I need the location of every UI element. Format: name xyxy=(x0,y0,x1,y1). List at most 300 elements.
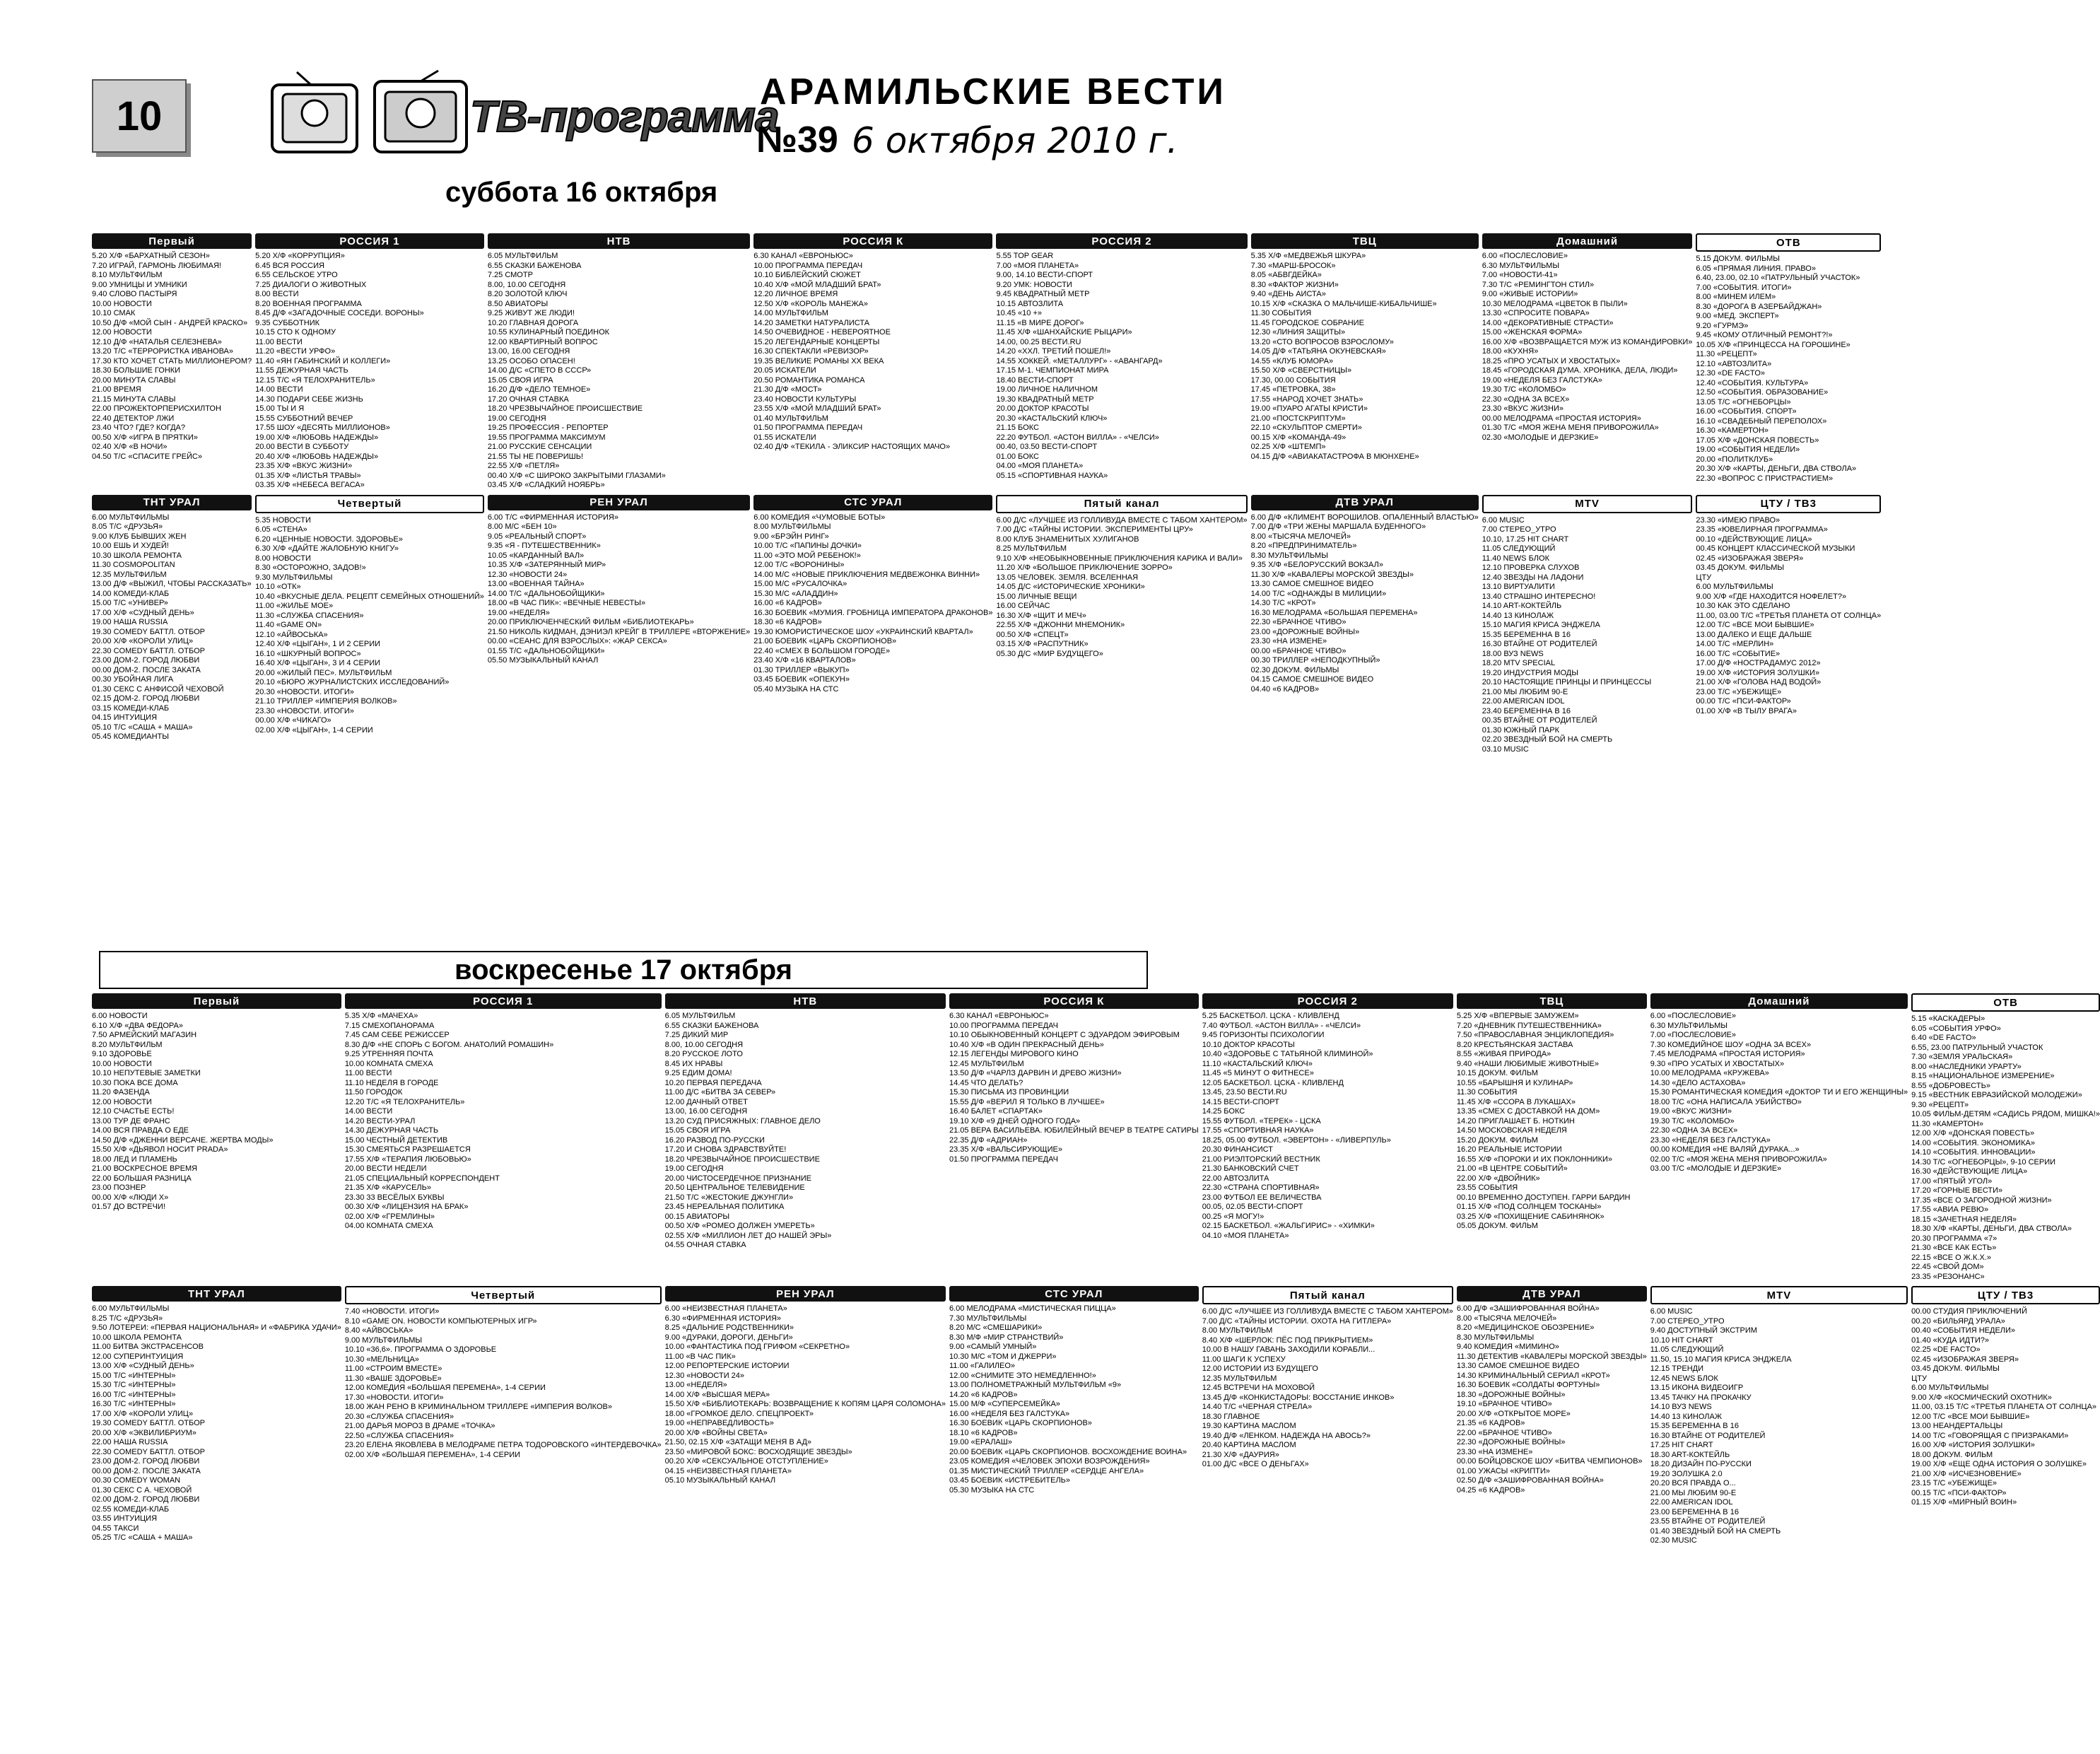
program-line: 18.45 «ГОРОДСКАЯ ДУМА. ХРОНИКА, ДЕЛА, ЛЮДИ» xyxy=(1482,366,1678,375)
program-line: 00.40 Х/Ф «С ШИРОКО ЗАКРЫТЫМИ ГЛАЗАМИ» xyxy=(487,471,666,480)
program-line: 22.00 ПРОЖЕКТОРПЕРИСХИЛТОН xyxy=(92,404,221,413)
program-line: 6.00 MUSIC xyxy=(1482,515,1525,525)
program-line: 10.55 «БАРЫШНЯ И КУЛИНАР» xyxy=(1456,1078,1573,1087)
channel-logo: Пятый канал xyxy=(1202,1286,1453,1304)
program-line: 20.40 Х/Ф «ЛЮБОВЬ НАДЕЖДЫ» xyxy=(255,452,379,461)
program-list xyxy=(996,516,1247,660)
program-line: 6.30 КАНАЛ «ЕВРОНЬЮС» xyxy=(753,252,853,260)
program-line: 7.30 Т/С «РЕМИНГТОН СТИЛ» xyxy=(1482,280,1595,289)
program-line: 22.00 Х/Ф «ДВОЙНИК» xyxy=(1456,1174,1540,1183)
program-line: 18.00 «ГРОМКОЕ ДЕЛО. СПЕЦПРОЕКТ» xyxy=(664,1409,814,1418)
channel-logo: ТВЦ xyxy=(1251,233,1479,249)
program-line: 7.00 Д/С «ТАЙНЫ ИСТОРИИ. ОХОТА НА ГИТЛЕРА» xyxy=(1202,1316,1392,1326)
program-line: 21.00 ВОСКРЕСНОЕ ВРЕМЯ xyxy=(92,1164,198,1173)
program-line: 10.40 Х/Ф «МОЙ МЛАДШИЙ БРАТ» xyxy=(753,280,881,289)
program-line: 21.00 РУССКИЕ СЕНСАЦИИ xyxy=(487,443,592,451)
program-line: 15.35 БЕРЕМЕННА В 16 xyxy=(1482,630,1571,639)
program-line: 9.05 «РЕАЛЬНЫЙ СПОРТ» xyxy=(487,532,587,541)
program-line: 18.25 «ПРО УСАТЫХ И ХВОСТАТЫХ» xyxy=(1482,356,1621,366)
program-line: 10.00 КОМНАТА СМЕХА xyxy=(344,1059,433,1068)
program-line: 11.10 НЕДЕЛЯ В ГОРОДЕ xyxy=(344,1078,439,1087)
program-line: 18.20 MTV SPECIAL xyxy=(1482,659,1556,667)
program-line: 14.20 ПРИГЛАШАЕТ Б. НОТКИН xyxy=(1456,1116,1575,1126)
program-line: 11.50, 15.10 МАГИЯ КРИСА ЭНДЖЕЛА xyxy=(1650,1355,1792,1364)
program-line: 19.00 Х/Ф «ЛЮБОВЬ НАДЕЖДЫ» xyxy=(255,433,379,442)
program-line: 5.20 Х/Ф «БАРХАТНЫЙ СЕЗОН» xyxy=(92,252,210,260)
program-line: 9.35 Х/Ф «БЕЛОРУССКИЙ ВОКЗАЛ» xyxy=(1250,561,1383,569)
program-line: 10.40 «ЗДОРОВЬЕ С ТАТЬЯНОЙ КЛИМИНОЙ» xyxy=(1202,1050,1373,1058)
channel-logo: РОССИЯ 1 xyxy=(255,233,484,249)
program-line: 17.15 М-1. ЧЕМПИОНАТ МИРА xyxy=(996,366,1109,375)
program-line: 21.30 Х/Ф «ДАУРИЯ» xyxy=(1202,1450,1279,1459)
program-line: 18.40 ВЕСТИ-СПОРТ xyxy=(996,375,1074,385)
program-line: 19.30 COMEDY БАТТЛ. ОТБОР xyxy=(92,1419,205,1427)
channel-block xyxy=(665,993,946,1282)
program-line: 22.20 ФУТБОЛ. «АСТОН ВИЛЛА» - «ЧЕЛСИ» xyxy=(996,433,1159,442)
program-line: 14.30 Т/С «КРОТ» xyxy=(1250,599,1316,607)
program-line: 20.50 ЦЕНТРАЛЬНОЕ ТЕЛЕВИДЕНИЕ xyxy=(664,1183,805,1192)
program-line: 15.10 МАГИЯ КРИСА ЭНДЖЕЛА xyxy=(1482,621,1600,629)
program-list xyxy=(255,516,484,736)
program-line: 15.05 СВОЯ ИГРА xyxy=(664,1126,731,1135)
program-line: 19.30 ЮМОРИСТИЧЕСКОЕ ШОУ «УКРАИНСКИЙ КВАРТАЛ» xyxy=(753,627,973,636)
program-list xyxy=(1911,1307,2100,1508)
program-line: 7.00 Д/С «ТАЙНЫ ИСТОРИИ. ЭКСПЕРИМЕНТЫ ЦРУ» xyxy=(996,525,1193,534)
program-line: 8.00 «НАСЛЕДНИКИ УРАРТУ» xyxy=(1911,1062,2022,1071)
channel-block xyxy=(1251,495,1479,755)
program-line: 00.15 Х/Ф «КОМАНДА-49» xyxy=(1250,433,1347,442)
program-line: 03.25 Х/Ф «ПОХИЩЕНИЕ САБИНЯНОК» xyxy=(1456,1212,1605,1221)
program-line: 22.15 «ВСЕ О Ж.К.Х.» xyxy=(1911,1253,1991,1262)
program-line: 18.00 ДОКУМ. ФИЛЬМ xyxy=(1911,1450,1993,1459)
program-line: 23.40 НОВОСТИ КУЛЬТУРЫ xyxy=(753,394,857,404)
program-line: 14.00 Т/С «ДАЛЬНОБОЙЩИКИ» xyxy=(487,589,605,598)
program-line: 12.00 КВАРТИРНЫЙ ВОПРОС xyxy=(487,337,598,346)
channel-block xyxy=(1911,1286,2100,1546)
program-line: 20.30 «СЛУЖБА СПАСЕНИЯ» xyxy=(344,1412,454,1421)
program-line: 20.00 ДОКТОР КРАСОТЫ xyxy=(996,404,1089,413)
program-line: 02.30 ДОКУМ. ФИЛЬМЫ xyxy=(1250,665,1339,674)
program-line: 21.10 ТРИЛЛЕР «ИМПЕРИЯ ВОЛКОВ» xyxy=(255,697,397,706)
program-line: 13.45, 23.50 ВЕСТИ.RU xyxy=(1202,1088,1287,1097)
program-line: 10.00 ПРОГРАММА ПЕРЕДАЧ xyxy=(949,1021,1058,1030)
program-line: 7.00 Д/Ф «ТРИ ЖЕНЫ МАРШАЛА БУДЕННОГО» xyxy=(1250,522,1426,531)
program-line: 18.00 «В ЧАС ПИК»: «ВЕЧНЫЕ НЕВЕСТЫ» xyxy=(487,599,646,607)
program-line: 6.00 НОВОСТИ xyxy=(92,1012,148,1020)
channel-logo: РОССИЯ 2 xyxy=(996,233,1247,249)
program-line: 12.05 БАСКЕТБОЛ. ЦСКА - КЛИВЛЕНД xyxy=(1202,1078,1344,1087)
program-list xyxy=(1202,1012,1453,1241)
program-line: 12.35 МУЛЬТФИЛЬМ xyxy=(92,570,167,579)
program-line: 01.30 ЮЖНЫЙ ПАРК xyxy=(1482,725,1559,735)
program-line: 11.00, 03.00 Т/С «ТРЕТЬЯ ПЛАНЕТА ОТ СОЛНЦА» xyxy=(1696,611,1882,620)
program-line: 17.20 «ГОРНЫЕ ВЕСТИ» xyxy=(1911,1186,2003,1195)
channel-block xyxy=(488,233,750,491)
program-line: 01.40 «КУДА ИДТИ?» xyxy=(1911,1335,1989,1345)
channel-logo: ОТВ xyxy=(1911,993,2100,1012)
program-line: 16.30 СПЕКТАКЛИ «РЕВИЗОР» xyxy=(753,347,869,356)
program-line: 18.00 ЖАН РЕНО В КРИМИНАЛЬНОМ ТРИЛЛЕРЕ «ИМПЕРИЯ ВОЛКОВ» xyxy=(344,1403,612,1411)
program-line: 10.40 Х/Ф «В ОДИН ПРЕКРАСНЫЙ ДЕНЬ» xyxy=(949,1040,1104,1049)
issue-number: №39 xyxy=(756,119,838,160)
program-list xyxy=(1696,516,1881,717)
program-line: 12.40 ЗВЕЗДЫ НА ЛАДОНИ xyxy=(1482,573,1584,582)
program-line: 8.30 «ФАКТОР ЖИЗНИ» xyxy=(1250,280,1339,289)
channel-logo: СТС УРАЛ xyxy=(949,1286,1199,1302)
program-line: 11.00 «СТРОИМ ВМЕСТЕ» xyxy=(344,1364,442,1373)
program-line: 6.00 Д/Ф «КЛИМЕНТ ВОРОШИЛОВ. ОПАЛЕННЫЙ ВЛАСТЬЮ» xyxy=(1250,513,1479,522)
program-line: 21.05 СПЕЦИАЛЬНЫЙ КОРРЕСПОНДЕНТ xyxy=(344,1174,500,1183)
program-line: 6.00 МЕЛОДРАМА «МИСТИЧЕСКАЯ ПИЦЦА» xyxy=(949,1304,1116,1313)
program-line: 6.05 МУЛЬТФИЛЬМ xyxy=(487,252,558,260)
program-list xyxy=(1482,252,1693,443)
program-line: 02.50 Д/Ф «ЗАШИФРОВАННАЯ ВОЙНА» xyxy=(1456,1476,1604,1485)
channel-logo: РОССИЯ 1 xyxy=(345,993,662,1009)
channel-block xyxy=(1696,233,1881,491)
program-line: 23.30 «НА ИЗМЕНЕ» xyxy=(1250,637,1327,645)
program-line: 9.30 «РЕЦЕПТ» xyxy=(1911,1100,1969,1109)
channel-block xyxy=(345,993,662,1282)
program-line: 15.55 Д/Ф «ВЕРИЛ Я ТОЛЬКО В ЛУЧШЕЕ» xyxy=(949,1097,1105,1106)
program-line: 17.30 «НОВОСТИ. ИТОГИ» xyxy=(344,1393,444,1402)
program-line: 9.15 «ВЕСТНИК ЕВРАЗИЙСКОЙ МОЛОДЕЖИ» xyxy=(1911,1091,2082,1099)
program-line: 8.55 «ЖИВАЯ ПРИРОДА» xyxy=(1456,1050,1551,1058)
program-line: 6.05 «ПРЯМАЯ ЛИНИЯ. ПРАВО» xyxy=(1696,264,1816,273)
program-line: 11.40 NEWS БЛОК xyxy=(1482,554,1549,563)
program-line: 14.00 М/С «НОВЫЕ ПРИКЛЮЧЕНИЯ МЕДВЕЖОНКА ВИННИ» xyxy=(753,570,980,579)
program-line: 18.10 «6 КАДРОВ» xyxy=(949,1428,1018,1437)
channel-logo: Четвертый xyxy=(255,495,484,513)
program-line: 11.00 ВЕСТИ xyxy=(344,1069,392,1077)
channel-logo: СТС УРАЛ xyxy=(753,495,992,510)
program-line: 00.15 Т/С «ПСИ-ФАКТОР» xyxy=(1911,1488,2007,1497)
program-line: 8.00 ВЕСТИ xyxy=(255,290,299,298)
program-line: 15.55 ФУТБОЛ. «ТЕРЕК» - ЦСКА xyxy=(1202,1116,1321,1126)
program-line: 19.00 СЕГОДНЯ xyxy=(487,414,546,423)
program-line: 6.30 Х/Ф «ДАЙТЕ ЖАЛОБНУЮ КНИГУ» xyxy=(255,544,399,553)
program-line: 14.00 Х/Ф «ВЫСШАЯ МЕРА» xyxy=(664,1390,770,1399)
program-line: 23.35 «ЮВЕЛИРНАЯ ПРОГРАММА» xyxy=(1696,525,1828,534)
program-line: 18.25, 05.00 ФУТБОЛ. «ЭВЕРТОН» - «ЛИВЕРПУЛЬ» xyxy=(1202,1135,1391,1145)
channel-logo: РОССИЯ 2 xyxy=(1202,993,1453,1009)
program-line: 19.55 ПРОГРАММА МАКСИМУМ xyxy=(487,433,606,442)
program-line: 14.20 «6 КАДРОВ» xyxy=(949,1390,1018,1399)
program-line: 13.00 Д/Ф «ВЫЖИЛ, ЧТОБЫ РАССКАЗАТЬ» xyxy=(92,580,252,588)
program-line: 20.00 «ПОЛИТКЛУБ» xyxy=(1696,455,1773,464)
program-line: 18.00 «КУХНЯ» xyxy=(1482,347,1539,356)
program-line: 18.20 ДИЗАЙН ПО-РУССКИ xyxy=(1650,1460,1752,1468)
program-line: 7.00 «СОБЫТИЯ. ИТОГИ» xyxy=(1696,283,1792,292)
program-line: 20.30 Х/Ф «КАРТЫ, ДЕНЬГИ, ДВА СТВОЛА» xyxy=(1696,464,1857,473)
program-line: 12.30 «НОВОСТИ 24» xyxy=(487,570,568,579)
program-line: 16.10 «СВАДЕБНЫЙ ПЕРЕПОЛОХ» xyxy=(1696,416,1827,426)
program-line: 11.30 ДЕТЕКТИВ «КАВАЛЕРЫ МОРСКОЙ ЗВЕЗДЫ» xyxy=(1456,1352,1647,1361)
saturday-schedule-grid xyxy=(92,233,1882,754)
program-line: 11.45 ГОРОДСКОЕ СОБРАНИЕ xyxy=(1250,318,1364,327)
channel-block xyxy=(1482,495,1693,755)
program-line: 14.00 ВЕСТИ xyxy=(255,385,303,394)
program-line: 9.25 УТРЕННЯЯ ПОЧТА xyxy=(344,1050,433,1058)
program-line: 8.30 МУЛЬТФИЛЬМЫ xyxy=(1456,1333,1535,1342)
program-line: 13.05 Т/С «ОГНЕБОРЦЫ» xyxy=(1696,397,1791,407)
program-line: 6.05 «СОБЫТИЯ УРФО» xyxy=(1911,1024,2001,1033)
program-line: 20.50 РОМАНТИКА РОМАНСА xyxy=(753,375,865,385)
program-line: 17.35 «ВСЕ О ЗАГОРОДНОЙ ЖИЗНИ» xyxy=(1911,1195,2052,1205)
program-line: 8.30 Д/Ф «НЕ СПОРЬ С БОГОМ. АНАТОЛИЙ РОМАШИН» xyxy=(344,1040,554,1049)
program-line: 17.00 «ПЯТЫЙ УГОЛ» xyxy=(1911,1176,1993,1186)
program-line: 16.30 «КАМЕРТОН» xyxy=(1696,426,1769,435)
program-line: 11.55 ДЕЖУРНАЯ ЧАСТЬ xyxy=(255,366,348,375)
channel-logo: РЕН УРАЛ xyxy=(488,495,750,510)
program-line: 14.30 Т/С «ОГНЕБОРЦЫ», 9-10 СЕРИИ xyxy=(1911,1157,2056,1167)
program-line: 10.30 ШКОЛА РЕМОНТА xyxy=(92,551,182,560)
program-line: 02.15 ДОМ-2. ГОРОД ЛЮБВИ xyxy=(92,694,200,703)
program-line: 01.57 ДО ВСТРЕЧИ! xyxy=(92,1203,165,1211)
program-line: 00.00 ДОМ-2. ПОСЛЕ ЗАКАТА xyxy=(92,665,201,674)
channel-logo: Первый xyxy=(92,993,341,1009)
program-line: 16.00 СЕЙЧАС xyxy=(996,602,1050,610)
program-line: 8.20 ЗОЛОТОЙ КЛЮЧ xyxy=(487,290,568,298)
program-line: 03.35 Х/Ф «НЕБЕСА ВЕГАСА» xyxy=(255,481,365,489)
program-line: 9.00, 14.10 ВЕСТИ-СПОРТ xyxy=(996,271,1093,279)
program-line: 6.00 «ПОСЛЕСЛОВИЕ» xyxy=(1482,252,1568,260)
program-line: 6.00 MUSIC xyxy=(1650,1307,1693,1316)
program-line: 11.00 Д/С «БИТВА ЗА СЕВЕР» xyxy=(664,1088,776,1097)
program-line: 00.30 УБОЙНАЯ ЛИГА xyxy=(92,675,174,684)
program-line: 23.35 «РЕЗОНАНС» xyxy=(1911,1272,1985,1281)
program-line: 9.10 Х/Ф «НЕОБЫКНОВЕННЫЕ ПРИКЛЮЧЕНИЯ КАРИКА И ВАЛИ» xyxy=(996,554,1243,563)
program-line: 11.50 ГОРОДОК xyxy=(344,1088,403,1097)
program-line: 11.30 Х/Ф «КАВАЛЕРЫ МОРСКОЙ ЗВЕЗДЫ» xyxy=(1250,570,1414,579)
program-line: 10.10 «ОТК» xyxy=(255,583,301,591)
channel-block xyxy=(92,993,341,1282)
program-line: 12.30 «DE FACTO» xyxy=(1696,369,1766,378)
program-line: 8.25 Т/С «ДРУЗЬЯ» xyxy=(92,1314,163,1323)
program-line: 19.00 Х/Ф «ИСТОРИЯ ЗОЛУШКИ» xyxy=(1696,668,1820,677)
program-line: 6.00 МУЛЬТФИЛЬМЫ xyxy=(92,513,170,522)
program-line: 22.00 НАША RUSSIA xyxy=(92,1438,168,1446)
program-line: 12.45 ВСТРЕЧИ НА МОХОВОЙ xyxy=(1202,1384,1315,1392)
program-line: 21.30 БАНКОВСКИЙ СЧЕТ xyxy=(1202,1164,1299,1173)
program-line: 20.30 ФИНАНСИСТ xyxy=(1202,1145,1273,1154)
program-line: 6.00 Д/С «ЛУЧШЕЕ ИЗ ГОЛЛИВУДА ВМЕСТЕ С ТАБОМ ХАНТЕРОМ» xyxy=(1202,1307,1453,1316)
program-line: 6.00 МУЛЬТФИЛЬМЫ xyxy=(1911,1384,1989,1392)
program-line: 10.50 Д/Ф «МОЙ СЫН - АНДРЕЙ КРАСКО» xyxy=(92,318,248,327)
program-line: 6.30 «ФИРМЕННАЯ ИСТОРИЯ» xyxy=(664,1314,782,1323)
program-line: 7.15 СМЕХОПАНОРАМА xyxy=(344,1021,435,1030)
newspaper-name: АРАМИЛЬСКИЕ ВЕСТИ xyxy=(760,71,1226,112)
program-line: 14.45 ЧТО ДЕЛАТЬ? xyxy=(949,1078,1023,1087)
program-line: 18.30 ART-КОКТЕЙЛЬ xyxy=(1650,1450,1730,1459)
program-line: 20.00 МИНУТА СЛАВЫ xyxy=(92,375,176,385)
program-line: 19.30 КВАДРАТНЫЙ МЕТР xyxy=(996,394,1094,404)
program-line: 14.05 Д/С «ИСТОРИЧЕСКИЕ ХРОНИКИ» xyxy=(996,583,1145,591)
program-list xyxy=(1650,1307,1908,1546)
program-line: 12.20 Т/С «Я ТЕЛОХРАНИТЕЛЬ» xyxy=(344,1097,465,1106)
program-line: 18.20 ЧРЕЗВЫЧАЙНОЕ ПРОИСШЕСТВИЕ xyxy=(664,1154,820,1164)
program-line: 01.15 Х/Ф «МИРНЫЙ ВОИН» xyxy=(1911,1498,2017,1507)
program-line: 11.30 СОБЫТИЯ xyxy=(1250,309,1312,317)
program-line: 16.30 БОЕВИК «МУМИЯ. ГРОБНИЦА ИМПЕРАТОРА ДРАКОНОВ» xyxy=(753,608,993,617)
program-line: 15.00 М/С «РУСАЛОЧКА» xyxy=(753,580,847,588)
program-line: 20.20 ВСЯ ПРАВДА О... xyxy=(1650,1479,1736,1487)
program-line: 15.00 «ЖЕНСКАЯ ФОРМА» xyxy=(1482,328,1583,337)
program-line: 11.05 СЛЕДУЮЩИЙ xyxy=(1650,1345,1724,1354)
program-line: 6.55 СКАЗКИ БАЖЕНОВА xyxy=(487,261,582,270)
program-line: 04.15 «НЕИЗВЕСТНАЯ ПЛАНЕТА» xyxy=(664,1466,792,1475)
program-line: 21.50, 02.15 Х/Ф «ЗАТАЩИ МЕНЯ В АД» xyxy=(664,1438,812,1446)
program-line: 15.00 ТЫ И Я xyxy=(255,404,305,413)
program-line: 11.00 «ЖИЛЬЕ МОЕ» xyxy=(255,602,334,610)
program-line: 14.00 Т/С «МЕРЛИН» xyxy=(1696,640,1774,648)
program-line: 01.00 Д/С «ВСЕ О ДЕНЬГАХ» xyxy=(1202,1460,1309,1468)
program-line: 21.15 БОКС xyxy=(996,423,1039,432)
program-line: 8.20 «ПРЕДПРИНИМАТЕЛЬ» xyxy=(1250,542,1357,550)
program-line: 10.15 ДОКУМ. ФИЛЬМ xyxy=(1456,1069,1538,1077)
program-list xyxy=(92,1304,341,1543)
program-line: 10.10 ОБЫКНОВЕННЫЙ КОНЦЕРТ С ЭДУАРДОМ ЭФИРОВЫМ xyxy=(949,1031,1180,1039)
program-line: 6.45 ВСЯ РОССИЯ xyxy=(255,261,324,270)
program-line: 8.00, 10.00 СЕГОДНЯ xyxy=(487,280,566,289)
program-line: 13.20 Т/С «ТЕРРОРИСТКА ИВАНОВА» xyxy=(92,347,234,356)
program-line: 04.15 Д/Ф «АВИАКАТАСТРОФА В МЮНХЕНЕ» xyxy=(1250,452,1419,461)
program-line: 5.35 Х/Ф «МЕДВЕЖЬЯ ШКУРА» xyxy=(1250,252,1366,260)
program-line: 01.55 ИСКАТЕЛИ xyxy=(753,433,816,442)
program-line: 13.05 ЧЕЛОВЕК. ЗЕМЛЯ. ВСЕЛЕННАЯ xyxy=(996,573,1139,582)
program-line: 10.00 НОВОСТИ xyxy=(92,1059,152,1068)
program-line: 6.40 «DE FACTO» xyxy=(1911,1034,1976,1042)
program-line: 9.40 ДОСТУПНЫЙ ЭКСТРИМ xyxy=(1650,1326,1757,1335)
program-line: 12.00 КОМЕДИЯ «БОЛЬШАЯ ПЕРЕМЕНА», 1-4 СЕРИИ xyxy=(344,1384,546,1392)
program-line: 19.00 «СОБЫТИЯ НЕДЕЛИ» xyxy=(1696,445,1800,454)
program-line: 18.00 Т/С «ОНА НАПИСАЛА УБИЙСТВО» xyxy=(1650,1097,1802,1106)
program-line: 9.10 ЗДОРОВЬЕ xyxy=(92,1050,152,1058)
program-line: 01.30 Т/С «МОЯ ЖЕНА МЕНЯ ПРИВОРОЖИЛА» xyxy=(1482,423,1659,432)
program-line: 19.00 НАША RUSSIA xyxy=(92,618,168,626)
program-line: 11.05 СЛЕДУЮЩИЙ xyxy=(1482,544,1556,553)
program-line: 10.00 В НАШУ ГАВАНЬ ЗАХОДИЛИ КОРАБЛИ... xyxy=(1202,1345,1375,1354)
program-line: 01.50 ПРОГРАММА ПЕРЕДАЧ xyxy=(949,1154,1058,1164)
program-line: 15.00 М/Ф «СУПЕРСЕМЕЙКА» xyxy=(949,1400,1060,1408)
program-line: 21.50 Т/С «ЖЕСТОКИЕ ДЖУНГЛИ» xyxy=(664,1193,794,1202)
program-line: 21.00 «ПОСТСКРИПТУМ» xyxy=(1250,414,1346,423)
program-line: 12.30 «НОВОСТИ 24» xyxy=(664,1371,745,1380)
program-line: 00.00 БОЙЦОВСКОЕ ШОУ «БИТВА ЧЕМПИОНОВ» xyxy=(1456,1457,1643,1466)
program-line: 22.30 «ДОРОЖНЫЕ ВОЙНЫ» xyxy=(1456,1438,1566,1446)
program-line: 21.35 «6 КАДРОВ» xyxy=(1456,1419,1525,1427)
program-line: 16.00 Х/Ф «ИСТОРИЯ ЗОЛУШКИ» xyxy=(1911,1441,2035,1449)
program-line: 13.00, 16.00 СЕГОДНЯ xyxy=(487,347,570,356)
program-line: 5.15 ДОКУМ. ФИЛЬМЫ xyxy=(1696,255,1781,263)
program-line: 22.45 «СВОЙ ДОМ» xyxy=(1911,1263,1984,1271)
program-line: 10.10, 17.25 HIT CHART xyxy=(1482,534,1569,544)
program-line: 21.00 ДАРЬЯ МОРОЗ В ДРАМЕ «ТОЧКА» xyxy=(344,1422,495,1430)
program-line: 16.30 ВТАЙНЕ ОТ РОДИТЕЛЕЙ xyxy=(1482,640,1597,648)
program-line: 9.45 ГОРИЗОНТЫ ПСИХОЛОГИИ xyxy=(1202,1031,1325,1039)
program-line: 14.40 13 КИНОЛАЖ xyxy=(1650,1412,1722,1421)
program-line: 9.20 «ГУРМЭ» xyxy=(1696,321,1749,330)
program-line: 6.05 МУЛЬТФИЛЬМ xyxy=(664,1012,736,1020)
program-line: 02.00 Х/Ф «ЦЫГАН», 1-4 СЕРИИ xyxy=(255,725,373,735)
program-line: 02.25 Х/Ф «ШТЕМП» xyxy=(1250,443,1326,451)
channel-logo: Четвертый xyxy=(345,1286,662,1304)
program-line: 10.40 «ВКУСНЫЕ ДЕЛА. РЕЦЕПТ СЕМЕЙНЫХ ОТНОШЕНИЙ» xyxy=(255,592,484,601)
program-line: 17.05 Х/Ф «ДОНСКАЯ ПОВЕСТЬ» xyxy=(1696,435,1819,445)
program-line: 12.45 NEWS БЛОК xyxy=(1650,1374,1718,1383)
program-line: 12.00 Т/С «ВСЕ МОИ БЫВШИЕ» xyxy=(1696,621,1814,629)
program-line: 12.00 НОВОСТИ xyxy=(92,328,152,337)
program-line: 20.00 ПРИКЛЮЧЕНЧЕСКИЙ ФИЛЬМ «БИБЛИОТЕКАРЬ» xyxy=(487,618,694,626)
program-line: 6.30 МУЛЬТФИЛЬМЫ xyxy=(1650,1021,1728,1030)
program-line: 11.00 ШАГИ К УСПЕХУ xyxy=(1202,1355,1286,1364)
program-list xyxy=(996,252,1247,481)
program-line: 05.30 Д/С «МИР БУДУЩЕГО» xyxy=(996,649,1103,658)
program-line: 14.00, 00.25 ВЕСТИ.RU xyxy=(996,337,1081,346)
program-line: 00.50 Х/Ф «ИГРА В ПРЯТКИ» xyxy=(92,433,198,442)
program-line: 9.35 «Я - ПУТЕШЕСТВЕННИК» xyxy=(487,542,601,550)
program-line: 05.30 МУЗЫКА НА СТС xyxy=(949,1485,1035,1495)
program-line: 19.25 ПРОФЕССИЯ - РЕПОРТЕР xyxy=(487,423,609,432)
program-line: 7.50 АРМЕЙСКИЙ МАГАЗИН xyxy=(92,1031,197,1039)
program-line: 9.30 «ПРО УСАТЫХ И ХВОСТАТЫХ» xyxy=(1650,1059,1785,1068)
program-line: 00.35 ВТАЙНЕ ОТ РОДИТЕЛЕЙ xyxy=(1482,716,1597,725)
program-line: 04.00 «МОЯ ПЛАНЕТА» xyxy=(996,462,1084,470)
program-line: 21.00 Х/Ф «ГОЛОВА НАД ВОДОЙ» xyxy=(1696,678,1822,686)
program-line: 19.00 СЕГОДНЯ xyxy=(664,1164,724,1173)
program-line: 16.20 РЕАЛЬНЫЕ ИСТОРИИ xyxy=(1456,1145,1562,1154)
sunday-schedule-grid xyxy=(92,993,2100,1546)
program-line: 19.30 Т/С «КОЛОМБО» xyxy=(1482,385,1566,394)
program-line: 9.30 МУЛЬТФИЛЬМЫ xyxy=(255,573,333,582)
program-line: 8.45 ИХ НРАВЫ xyxy=(664,1059,723,1068)
program-line: 14.40 13 КИНОЛАЖ xyxy=(1482,611,1554,620)
program-list xyxy=(1457,1012,1647,1232)
program-line: 21.15 МИНУТА СЛАВЫ xyxy=(92,394,176,404)
program-line: 7.45 МЕЛОДРАМА «ПРОСТАЯ ИСТОРИЯ» xyxy=(1650,1050,1805,1058)
program-line: 6.00 «ПОСЛЕСЛОВИЕ» xyxy=(1650,1012,1736,1020)
program-line: 00.10 ВРЕМЕННО ДОСТУПЕН. ГАРРИ БАРДИН xyxy=(1456,1193,1631,1202)
program-line: 05.50 МУЗЫКАЛЬНЫЙ КАНАЛ xyxy=(487,656,599,665)
program-line: 19.30 КАРТИНА МАСЛОМ xyxy=(1202,1422,1296,1430)
program-line: 14.05 Д/Ф «ТАТЬЯНА ОКУНЕВСКАЯ» xyxy=(1250,347,1386,356)
program-line: 00.00 «БРАЧНОЕ ЧТИВО» xyxy=(1250,646,1347,655)
program-line: 9.50 ЛОТЕРЕИ: «ПЕРВАЯ НАЦИОНАЛЬНАЯ» И «ФАБРИКА УДАЧИ» xyxy=(92,1323,341,1332)
program-line: 05.05 ДОКУМ. ФИЛЬМ xyxy=(1456,1222,1538,1230)
program-line: 21.05 ВЕРА ВАСИЛЬЕВА. ЮБИЛЕЙНЫЙ ВЕЧЕР В ТЕАТРЕ САТИРЫ xyxy=(949,1126,1199,1135)
program-line: 8.00 КЛУБ ЗНАМЕНИТЫХ ХУЛИГАНОВ xyxy=(996,534,1139,544)
program-line: 00.05, 02.05 ВЕСТИ-СПОРТ xyxy=(1202,1203,1303,1211)
program-line: 17.30 КТО ХОЧЕТ СТАТЬ МИЛЛИОНЕРОМ? xyxy=(92,356,252,366)
program-line: ЦТУ xyxy=(1911,1374,1928,1383)
program-line: 13.35 «СМЕХ С ДОСТАВКОЙ НА ДОМ» xyxy=(1456,1107,1600,1116)
program-line: 9.40 КОМЕДИЯ «МИМИНО» xyxy=(1456,1343,1559,1351)
program-line: 02.30 «МОЛОДЫЕ И ДЕРЗКИЕ» xyxy=(1482,433,1599,442)
program-line: 8.20 РУССКОЕ ЛОТО xyxy=(664,1050,743,1058)
program-line: 12.50 Х/Ф «КОРОЛЬ МАНЕЖА» xyxy=(753,299,868,308)
channel-logo: ДТВ УРАЛ xyxy=(1457,1286,1647,1302)
program-line: 14.00 «СОБЫТИЯ. ЭКОНОМИКА» xyxy=(1911,1138,2035,1147)
program-line: 16.30 Т/С «ИНТЕРНЫ» xyxy=(92,1400,176,1408)
program-line: 10.00 ЕШЬ И ХУДЕЙ! xyxy=(92,542,169,550)
program-line: 20.10 НАСТОЯЩИЕ ПРИНЦЫ И ПРИНЦЕССЫ xyxy=(1482,678,1652,686)
program-line: 15.20 ЛЕГЕНДАРНЫЕ КОНЦЕРТЫ xyxy=(753,337,880,346)
program-line: 16.40 БАЛЕТ «СПАРТАК» xyxy=(949,1107,1043,1116)
program-line: 17.55 «АВИА РЕВЮ» xyxy=(1911,1205,1989,1214)
program-line: 14.10 «СОБЫТИЯ. ИННОВАЦИИ» xyxy=(1911,1148,2036,1157)
program-line: 16.30 МЕЛОДРАМА «БОЛЬШАЯ ПЕРЕМЕНА» xyxy=(1250,608,1418,617)
program-line: 8.05 «АБВГДЕЙКА» xyxy=(1250,271,1322,279)
program-line: 22.10 «СКУЛЬПТОР СМЕРТИ» xyxy=(1250,423,1362,432)
